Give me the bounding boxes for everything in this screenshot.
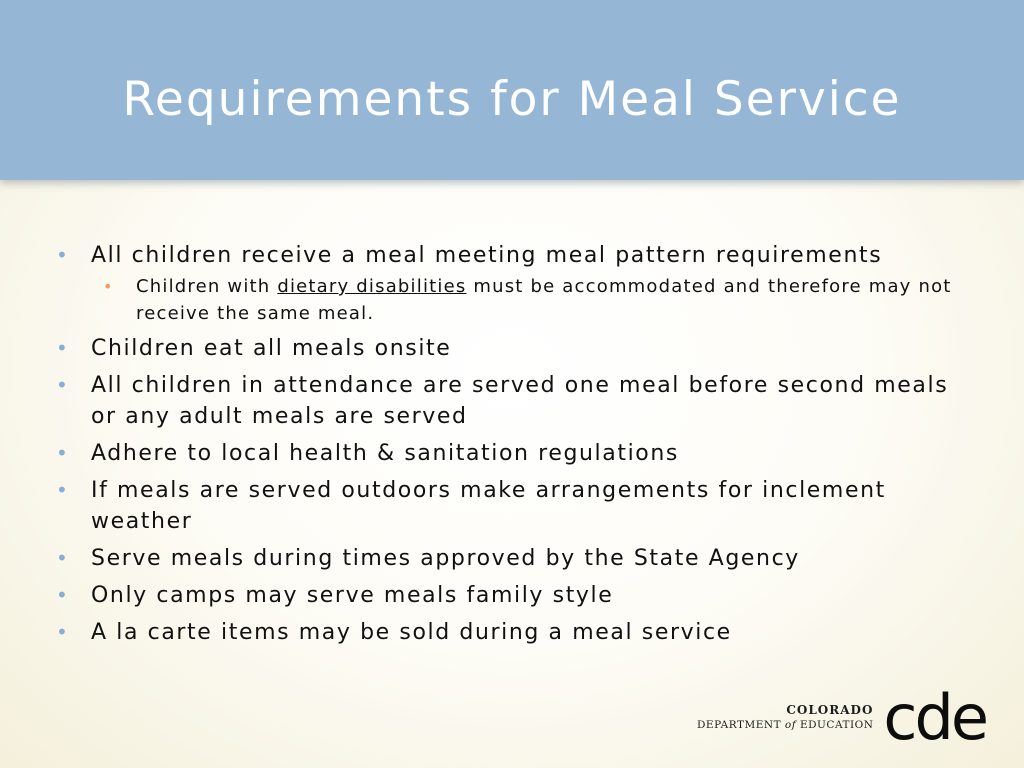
bullet-dot-icon: •	[56, 336, 70, 360]
bullet-item	[56, 580, 966, 611]
bullet-text: All children in attendance are served one meal before second meals or any adult meals are served	[91, 373, 949, 429]
bullet-item	[56, 543, 966, 574]
logo-dept-before: DEPARTMENT	[696, 719, 785, 731]
bullet-item	[56, 333, 966, 364]
bullet-dot-icon: •	[56, 620, 70, 644]
sub-bullet-suffix: must be accommodated and therefore may not receive the same meal.	[136, 276, 952, 324]
bullet-dot-icon: •	[56, 243, 70, 267]
bullet-item	[56, 438, 966, 469]
cde-logo-mark: cde	[883, 681, 986, 754]
logo-dept-of: of	[784, 719, 797, 731]
logo-state-name: COLORADO	[786, 703, 874, 717]
logo-department-name	[697, 718, 873, 733]
bullet-item	[56, 240, 966, 271]
bullet-dot-icon: •	[56, 546, 70, 570]
dietary-disabilities-link[interactable]: dietary disabilities	[277, 276, 467, 297]
sub-bullet-item	[56, 273, 966, 327]
bullet-dot-icon: •	[56, 478, 70, 502]
bullet-text: Only camps may serve meals family style	[91, 583, 614, 608]
bullet-text: Adhere to local health & sanitation regulations	[91, 441, 679, 466]
bullet-text: All children receive a meal meeting meal pattern requirements	[91, 243, 883, 268]
sub-bullet-prefix: Children with	[136, 276, 278, 297]
sub-bullet-dot-icon: •	[103, 277, 114, 296]
slide-title: Requirements for Meal Service	[122, 72, 902, 127]
bullet-text: Children eat all meals onsite	[91, 336, 452, 361]
bullet-item	[56, 370, 966, 432]
logo-wordmark	[697, 703, 873, 733]
bullet-text: If meals are served outdoors make arrangements for inclement weather	[91, 478, 886, 534]
bullet-text: Serve meals during times approved by the State Agency	[91, 546, 800, 571]
bullet-item	[56, 617, 966, 648]
bullet-text: A la carte items may be sold during a meal service	[91, 620, 732, 645]
bullet-dot-icon: •	[56, 583, 70, 607]
bullet-dot-icon: •	[56, 441, 70, 465]
bullet-dot-icon: •	[56, 373, 70, 397]
bullet-list	[56, 240, 966, 654]
cde-logo	[696, 681, 986, 754]
bullet-item	[56, 475, 966, 537]
logo-dept-after: EDUCATION	[796, 719, 874, 731]
